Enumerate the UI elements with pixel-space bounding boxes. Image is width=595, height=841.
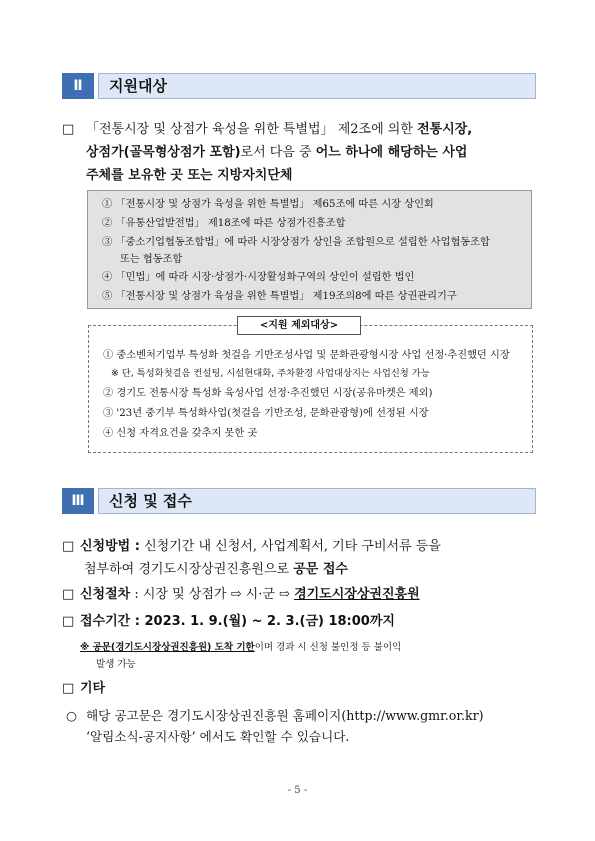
- eligible-item: 또는 협동조합: [120, 254, 183, 265]
- etc-label: 기타: [80, 681, 106, 696]
- section-header-3: [62, 488, 536, 514]
- target-paragraph: [62, 118, 542, 187]
- exclusion-item: ③ '23년 중기부 특성화사업(첫걸음 기반조성, 문화관광형)에 선정된 시장: [103, 408, 429, 419]
- eligible-item: ③ 「중소기업협동조합법」에 따라 시장상점가 상인을 조합원으로 설립한 사업협동조합: [102, 237, 490, 248]
- etc-line-1: [66, 704, 484, 727]
- period-text: : 2023. 1. 9.(월) ~ 2. 3.(금) 18:00까지: [130, 614, 395, 629]
- eligible-item: ⑤ 「전통시장 및 상점가 육성을 위한 특별법」 제19조의8에 따른 상권관리기구: [102, 291, 457, 302]
- square-bullet: □: [62, 681, 75, 696]
- exclusion-note: ※ 단, 특성화첫걸음 컨설팅, 시설현대화, 주차환경 사업대상지는 사업신청 가능: [111, 368, 430, 379]
- etc-text-2: ‘알림소식-공지사항’ 에서도 확인할 수 있습니다.: [86, 729, 350, 744]
- method-label: 신청방법 :: [80, 539, 140, 554]
- target-text-2a: 상점가(골목형상점가 포함): [86, 145, 241, 160]
- eligible-item: ④ 「민법」에 따라 시장·상점가·시장활성화구역의 상인이 설립한 법인: [102, 272, 415, 283]
- section-title: 신청 및 접수: [98, 488, 536, 514]
- square-bullet: □: [62, 539, 75, 554]
- section-header-2: [62, 73, 536, 99]
- target-text-2c: 어느 하나에 해당하는 사업: [315, 145, 468, 160]
- exclusion-label: <지원 제외대상>: [237, 316, 361, 335]
- target-text-1: 「전통시장 및 상점가 육성을 위한 특별법」 제2조에 의한: [86, 122, 418, 137]
- method-emphasis: 공문 접수: [293, 562, 348, 577]
- period-label: 접수기간: [80, 614, 131, 629]
- exclusion-item: ① 중소벤처기업부 특성화 첫걸음 기반조성사업 및 문화관광형시장 사업 선정·추진했던 시장: [103, 350, 510, 361]
- target-text-3: 주체를 보유한 곳 또는 지방자치단체: [86, 168, 293, 183]
- exclusion-box: [88, 325, 533, 453]
- apply-period: [62, 610, 542, 633]
- target-text-1b: 전통시장,: [417, 122, 473, 137]
- note-text: 이며 경과 시 신청 불인정 등 불이익: [254, 642, 402, 653]
- procedure-end: 경기도시장상권진흥원: [294, 587, 420, 602]
- procedure-text: : 시장 및 상점가 ⇨ 시·군 ⇨: [130, 587, 295, 602]
- method-text: 신청기간 내 신청서, 사업계획서, 기타 구비서류 등을: [139, 539, 441, 554]
- page-number: - 5 -: [287, 785, 308, 796]
- exclusion-item: ④ 신청 자격요건을 갖추지 못한 곳: [103, 428, 258, 439]
- period-note: [80, 639, 401, 653]
- exclusion-item: ② 경기도 전통시장 특성화 육성사업 선정·추진했던 시장(공유마켓은 제외): [103, 388, 433, 399]
- apply-procedure: [62, 583, 542, 606]
- circle-bullet: ○: [66, 708, 77, 723]
- etc-heading: [62, 677, 105, 700]
- period-note-2: 발생 가능: [96, 659, 136, 670]
- section-number: Ⅱ: [62, 73, 94, 99]
- square-bullet: □: [62, 614, 75, 629]
- eligible-item: ② 「유통산업발전법」 제18조에 따른 상점가진흥조합: [102, 218, 346, 229]
- procedure-label: 신청절차: [80, 587, 131, 602]
- etc-text-1: 해당 공고문은 경기도시장상권진흥원 홈페이지(http://www.gmr.or.kr): [86, 708, 484, 723]
- section-title: 지원대상: [98, 73, 536, 99]
- target-text-2b: 로서 다음 중: [240, 145, 316, 160]
- eligible-box: [87, 190, 532, 309]
- square-bullet: □: [62, 122, 75, 137]
- section-number: Ⅲ: [62, 488, 94, 514]
- note-emphasis: ※ 공문(경기도시장상권진흥원) 도착 기한: [80, 642, 255, 653]
- eligible-item: ① 「전통시장 및 상점가 육성을 위한 특별법」 제65조에 따른 시장 상인회: [102, 199, 434, 210]
- apply-method: [62, 535, 542, 581]
- square-bullet: □: [62, 587, 75, 602]
- method-text-2: 첨부하여 경기도시장상권진흥원으로: [84, 562, 294, 577]
